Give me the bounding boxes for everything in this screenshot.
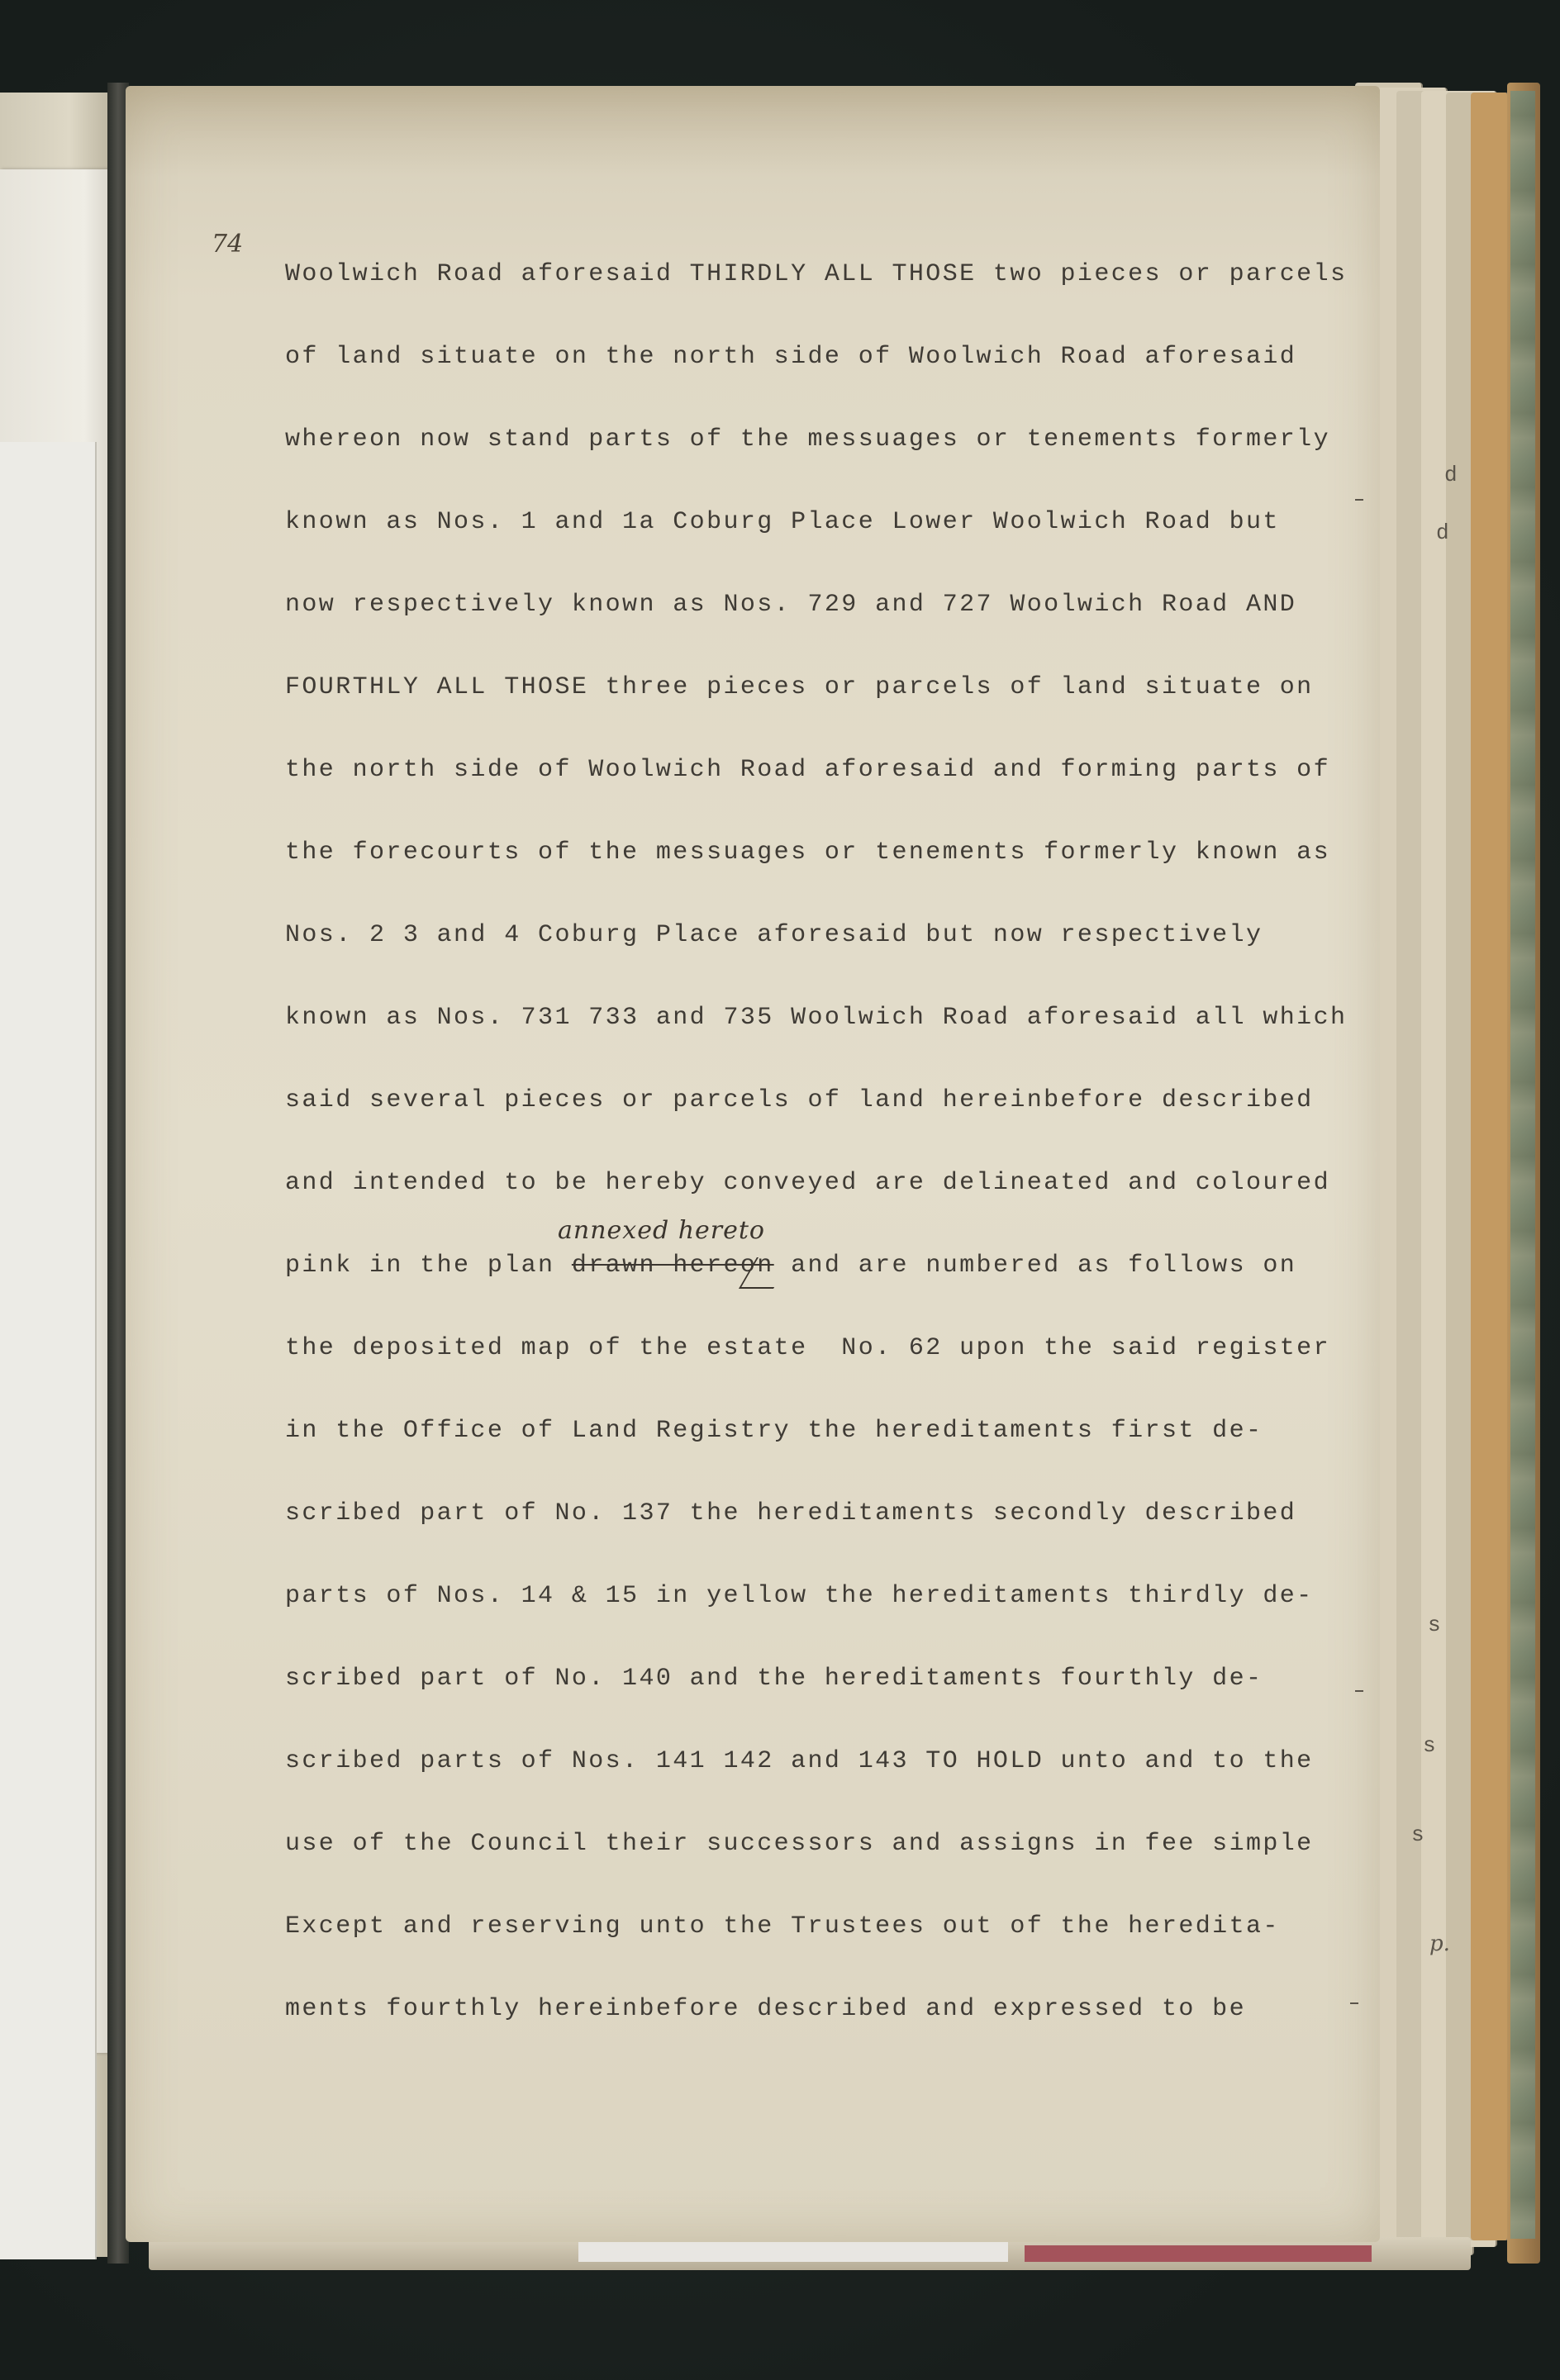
edge-tick: [1355, 499, 1363, 501]
edge-tick: [1350, 2002, 1358, 2004]
edge-tick: [1355, 1690, 1363, 1692]
text-line: scribed part of No. 137 the hereditaments secondly described: [285, 1499, 1297, 1527]
text-line: known as Nos. 1 and 1a Coburg Place Lower Woolwich Road but: [285, 508, 1280, 536]
edge-letter: s: [1428, 1613, 1441, 1637]
text-line: the forecourts of the messuages or tenements formerly known as: [285, 838, 1330, 867]
struck-out-text: drawn hereon: [571, 1252, 774, 1280]
text-line: use of the Council their successors and assigns in fee simple: [285, 1830, 1314, 1858]
text-line: scribed parts of Nos. 141 142 and 143 TO HOLD unto and to the: [285, 1747, 1314, 1775]
text-line: Woolwich Road aforesaid THIRDLY ALL THOSE two pieces or parcels: [285, 260, 1348, 288]
edge-letter: d: [1444, 463, 1458, 487]
bottom-white-tab: [578, 2240, 1008, 2262]
text-line: parts of Nos. 14 & 15 in yellow the hereditaments thirdly de-: [285, 1582, 1314, 1610]
folio-number: 74: [212, 230, 244, 259]
page-edge: [1471, 93, 1509, 2240]
text-line: FOURTHLY ALL THOSE three pieces or parcels of land situate on: [285, 673, 1314, 701]
text-line: ments fourthly hereinbefore described and expressed to be: [285, 1995, 1246, 2023]
text-line: Nos. 2 3 and 4 Coburg Place aforesaid but now respectively: [285, 921, 1263, 949]
inserted-sheet-inner: [0, 442, 97, 2259]
text-line: the north side of Woolwich Road aforesaid and forming parts of: [285, 756, 1330, 784]
text-line: in the Office of Land Registry the hereditaments first de-: [285, 1417, 1263, 1445]
text-line: whereon now stand parts of the messuages or tenements formerly: [285, 425, 1330, 454]
page-top-stain: [126, 86, 1380, 177]
text-line: now respectively known as Nos. 729 and 727 Woolwich Road AND: [285, 591, 1297, 619]
edge-letter: s: [1411, 1822, 1424, 1847]
handwritten-insertion: annexed hereto: [558, 1216, 765, 1245]
bottom-red-tab: [1025, 2245, 1372, 2262]
edge-letter: d: [1436, 520, 1449, 545]
text-line: and intended to be hereby conveyed are delineated and coloured: [285, 1169, 1330, 1197]
edge-letter: s: [1423, 1733, 1436, 1758]
text-line: of land situate on the north side of Woolwich Road aforesaid: [285, 343, 1297, 371]
amended-line-end: and are numbered as follows on: [773, 1252, 1297, 1280]
text-line: Except and reserving unto the Trustees out of the heredita-: [285, 1912, 1280, 1941]
text-line: scribed part of No. 140 and the hereditaments fourthly de-: [285, 1665, 1263, 1693]
text-line: known as Nos. 731 733 and 735 Woolwich Road aforesaid all which: [285, 1004, 1348, 1032]
edge-letter: p.: [1429, 1931, 1450, 1956]
amended-line-start: pink in the plan: [285, 1252, 572, 1280]
text-line: said several pieces or parcels of land hereinbefore described: [285, 1086, 1314, 1114]
text-line: the deposited map of the estate No. 62 upon the said register: [285, 1334, 1330, 1362]
amended-text-line: [285, 1249, 1296, 1282]
marbled-binding: [1510, 91, 1535, 2239]
inserted-sheet: [0, 169, 121, 2053]
